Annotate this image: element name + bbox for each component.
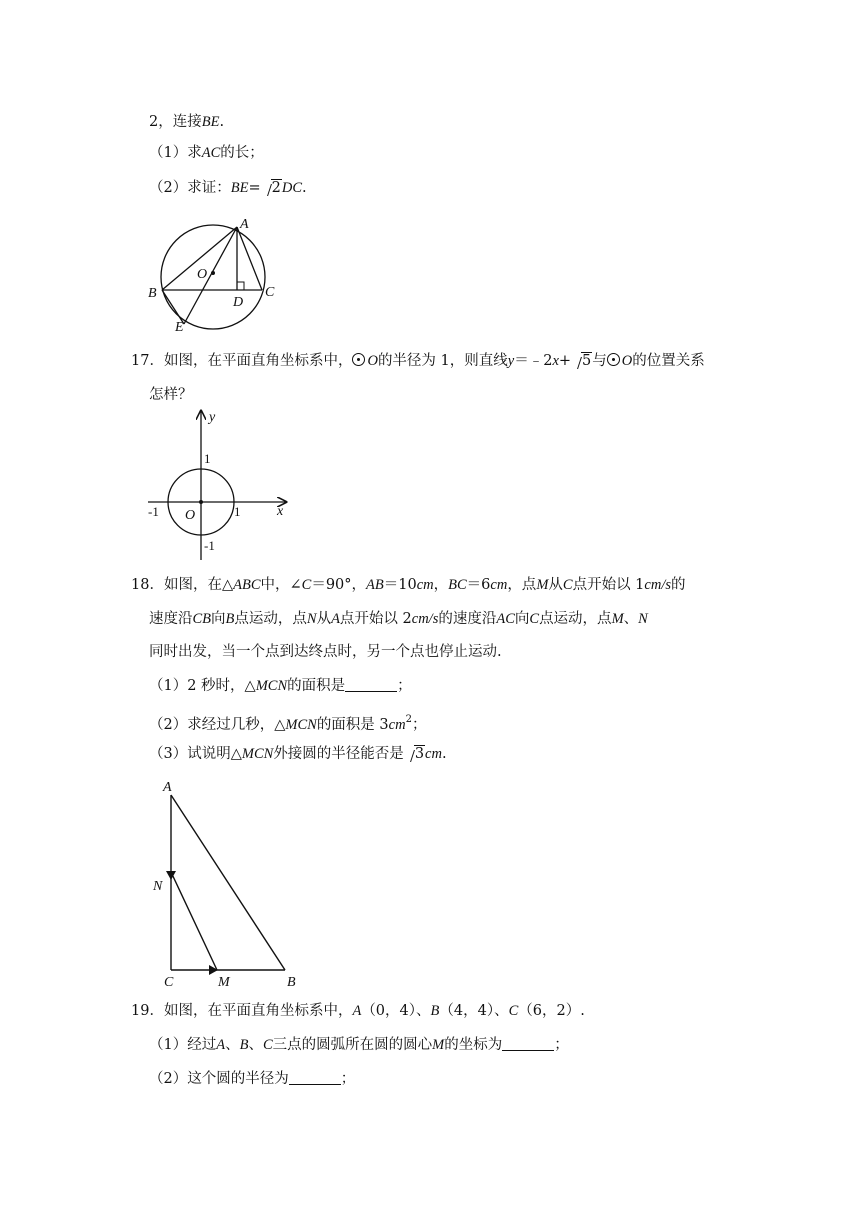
label-o: O xyxy=(197,267,208,282)
origin-dot xyxy=(199,500,203,504)
x-axis-label: x xyxy=(277,504,284,519)
segment-be: BE xyxy=(201,114,220,130)
q16-continuation-line: 2，连接BE. xyxy=(149,114,225,130)
q16-part1: （1）求AC的长； xyxy=(149,145,264,161)
q18-part1: （1）2 秒时，△MCN的面积是 ； xyxy=(149,678,412,694)
tick-label-1-top: 1 xyxy=(204,451,211,466)
circle-dot-icon xyxy=(607,353,620,366)
q18-line2: 速度沿CB向B点运动，点N从A点开始以 2cm/s的速度沿AC向C点运动，点M、N xyxy=(149,611,648,627)
answer-blank[interactable] xyxy=(502,1036,554,1051)
segment-ac: AC xyxy=(201,145,221,161)
sqrt-symbol: 5 xyxy=(572,351,592,371)
origin-label: O xyxy=(185,508,196,523)
answer-blank[interactable] xyxy=(345,677,397,692)
center-dot xyxy=(211,271,215,275)
q17-number: 17． xyxy=(131,353,164,369)
sqrt-symbol: 3 xyxy=(405,744,425,764)
segment-ab-side xyxy=(171,795,285,970)
q19-part1: （1）经过A、B、C三点的圆弧所在圆的圆心M的坐标为 ； xyxy=(149,1037,569,1053)
tick-label-1-right: 1 xyxy=(234,504,241,519)
label-a: A xyxy=(163,780,172,795)
q16-part2: （2）求证：BE= 2DC. xyxy=(149,180,307,196)
q18-triangle-figure xyxy=(148,775,308,990)
circle-dot-icon xyxy=(352,353,365,366)
label-d: D xyxy=(233,295,244,310)
label-c: C xyxy=(164,975,174,990)
q17-line1: 17．如图，在平面直角坐标系中， O的半径为 1，则直线y＝﹣2x+ 5与 O的位置关系 xyxy=(131,353,705,369)
arrow-right-icon xyxy=(209,965,218,975)
segment-be-line xyxy=(162,290,184,324)
q19-line1: 19．如图，在平面直角坐标系中，A（0，4）、B（4，4）、C（6，2）. xyxy=(131,1003,585,1019)
label-c: C xyxy=(265,285,275,300)
tick-label-neg1-left: -1 xyxy=(148,504,159,519)
segment-ac-line xyxy=(237,227,262,290)
tick-label-neg1-bottom: -1 xyxy=(204,538,215,553)
sqrt-symbol: 2 xyxy=(262,178,282,198)
q18-number: 18． xyxy=(131,577,164,593)
q16-circle-figure xyxy=(140,215,290,335)
segment-nm xyxy=(171,872,217,970)
right-angle-mark xyxy=(237,282,244,290)
diameter-ae xyxy=(184,227,237,324)
label-b: B xyxy=(287,975,296,990)
q19-part2: （2）这个圆的半径为 ； xyxy=(149,1071,356,1087)
q18-part2: （2）求经过几秒，△MCN的面积是 $3cm^2$； xyxy=(149,714,427,733)
q17-line2: 怎样？ xyxy=(149,387,193,403)
label-b: B xyxy=(148,286,157,301)
label-a: A xyxy=(240,217,249,232)
y-axis-label: y xyxy=(209,410,216,425)
answer-blank[interactable] xyxy=(289,1070,341,1085)
q18-line3: 同时出发，当一个点到达终点时，另一个点也停止运动. xyxy=(149,644,502,660)
q18-part3: （3）试说明△MCN外接圆的半径能否是 3cm. xyxy=(149,746,447,762)
q19-number: 19． xyxy=(131,1003,164,1019)
q18-line1: 18．如图，在△ABC中，∠C＝90°，AB＝10cm，BC＝6cm，点M从C点开始以 1cm/s的 xyxy=(131,577,686,593)
label-e: E xyxy=(175,320,184,335)
label-m: M xyxy=(218,975,230,990)
q17-coordinate-figure xyxy=(140,405,300,565)
label-n: N xyxy=(153,879,163,894)
